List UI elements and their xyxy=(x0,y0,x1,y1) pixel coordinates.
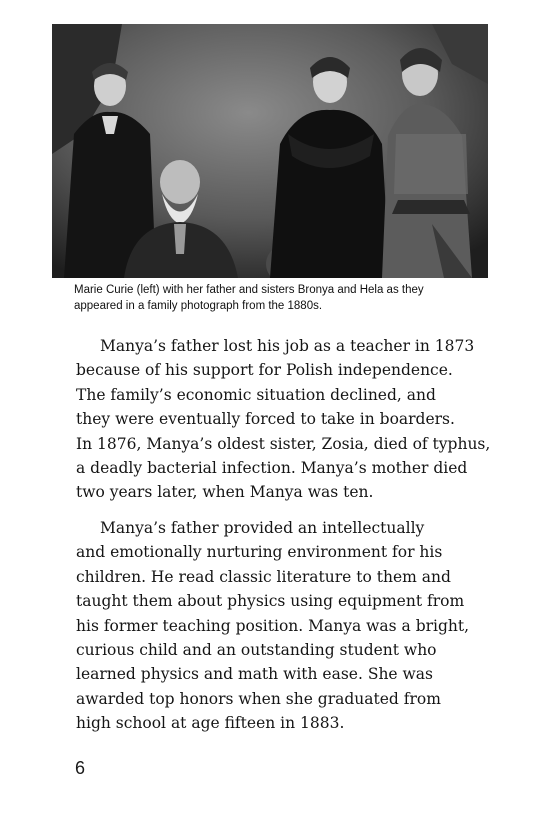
paragraph-line: The family’s economic situation declined, and xyxy=(76,385,436,404)
paragraph-line: his former teaching position. Manya was a bright, xyxy=(76,616,470,635)
paragraph-line: high school at age fifteen in 1883. xyxy=(76,714,345,733)
paragraph-line: and emotionally nurturing environment for his xyxy=(76,543,443,562)
photo-caption xyxy=(74,282,474,314)
paragraph-line: In 1876, Manya’s oldest sister, Zosia, died of typhus, xyxy=(76,434,491,453)
paragraph-line: because of his support for Polish independence. xyxy=(76,361,453,380)
paragraph-line: curious child and an outstanding student who xyxy=(76,641,437,660)
page-number: 6 xyxy=(75,758,86,778)
photo-caption-line: appeared in a family photograph from the 1880s. xyxy=(74,300,323,312)
paragraph-line: learned physics and math with ease. She was xyxy=(76,665,433,684)
paragraph-line: taught them about physics using equipment from xyxy=(76,592,465,611)
paragraph-line: awarded top honors when she graduated from xyxy=(76,689,441,708)
paragraph-line: they were eventually forced to take in boarders. xyxy=(76,410,455,429)
paragraph-line: Manya’s father lost his job as a teacher in 1873 xyxy=(100,337,475,355)
paragraph-line: two years later, when Manya was ten. xyxy=(76,483,374,502)
paragraph-line: Manya’s father provided an intellectually xyxy=(100,519,425,537)
paragraph-line: a deadly bacterial infection. Manya’s mother died xyxy=(76,459,468,478)
paragraph-line: children. He read classic literature to them and xyxy=(76,567,451,586)
family-photograph-image xyxy=(52,24,488,278)
family-photograph xyxy=(52,24,488,278)
photo-caption-line: Marie Curie (left) with her father and sisters Bronya and Hela as they xyxy=(74,284,424,296)
paragraph-1 xyxy=(76,334,496,505)
paragraph-2 xyxy=(76,516,496,736)
